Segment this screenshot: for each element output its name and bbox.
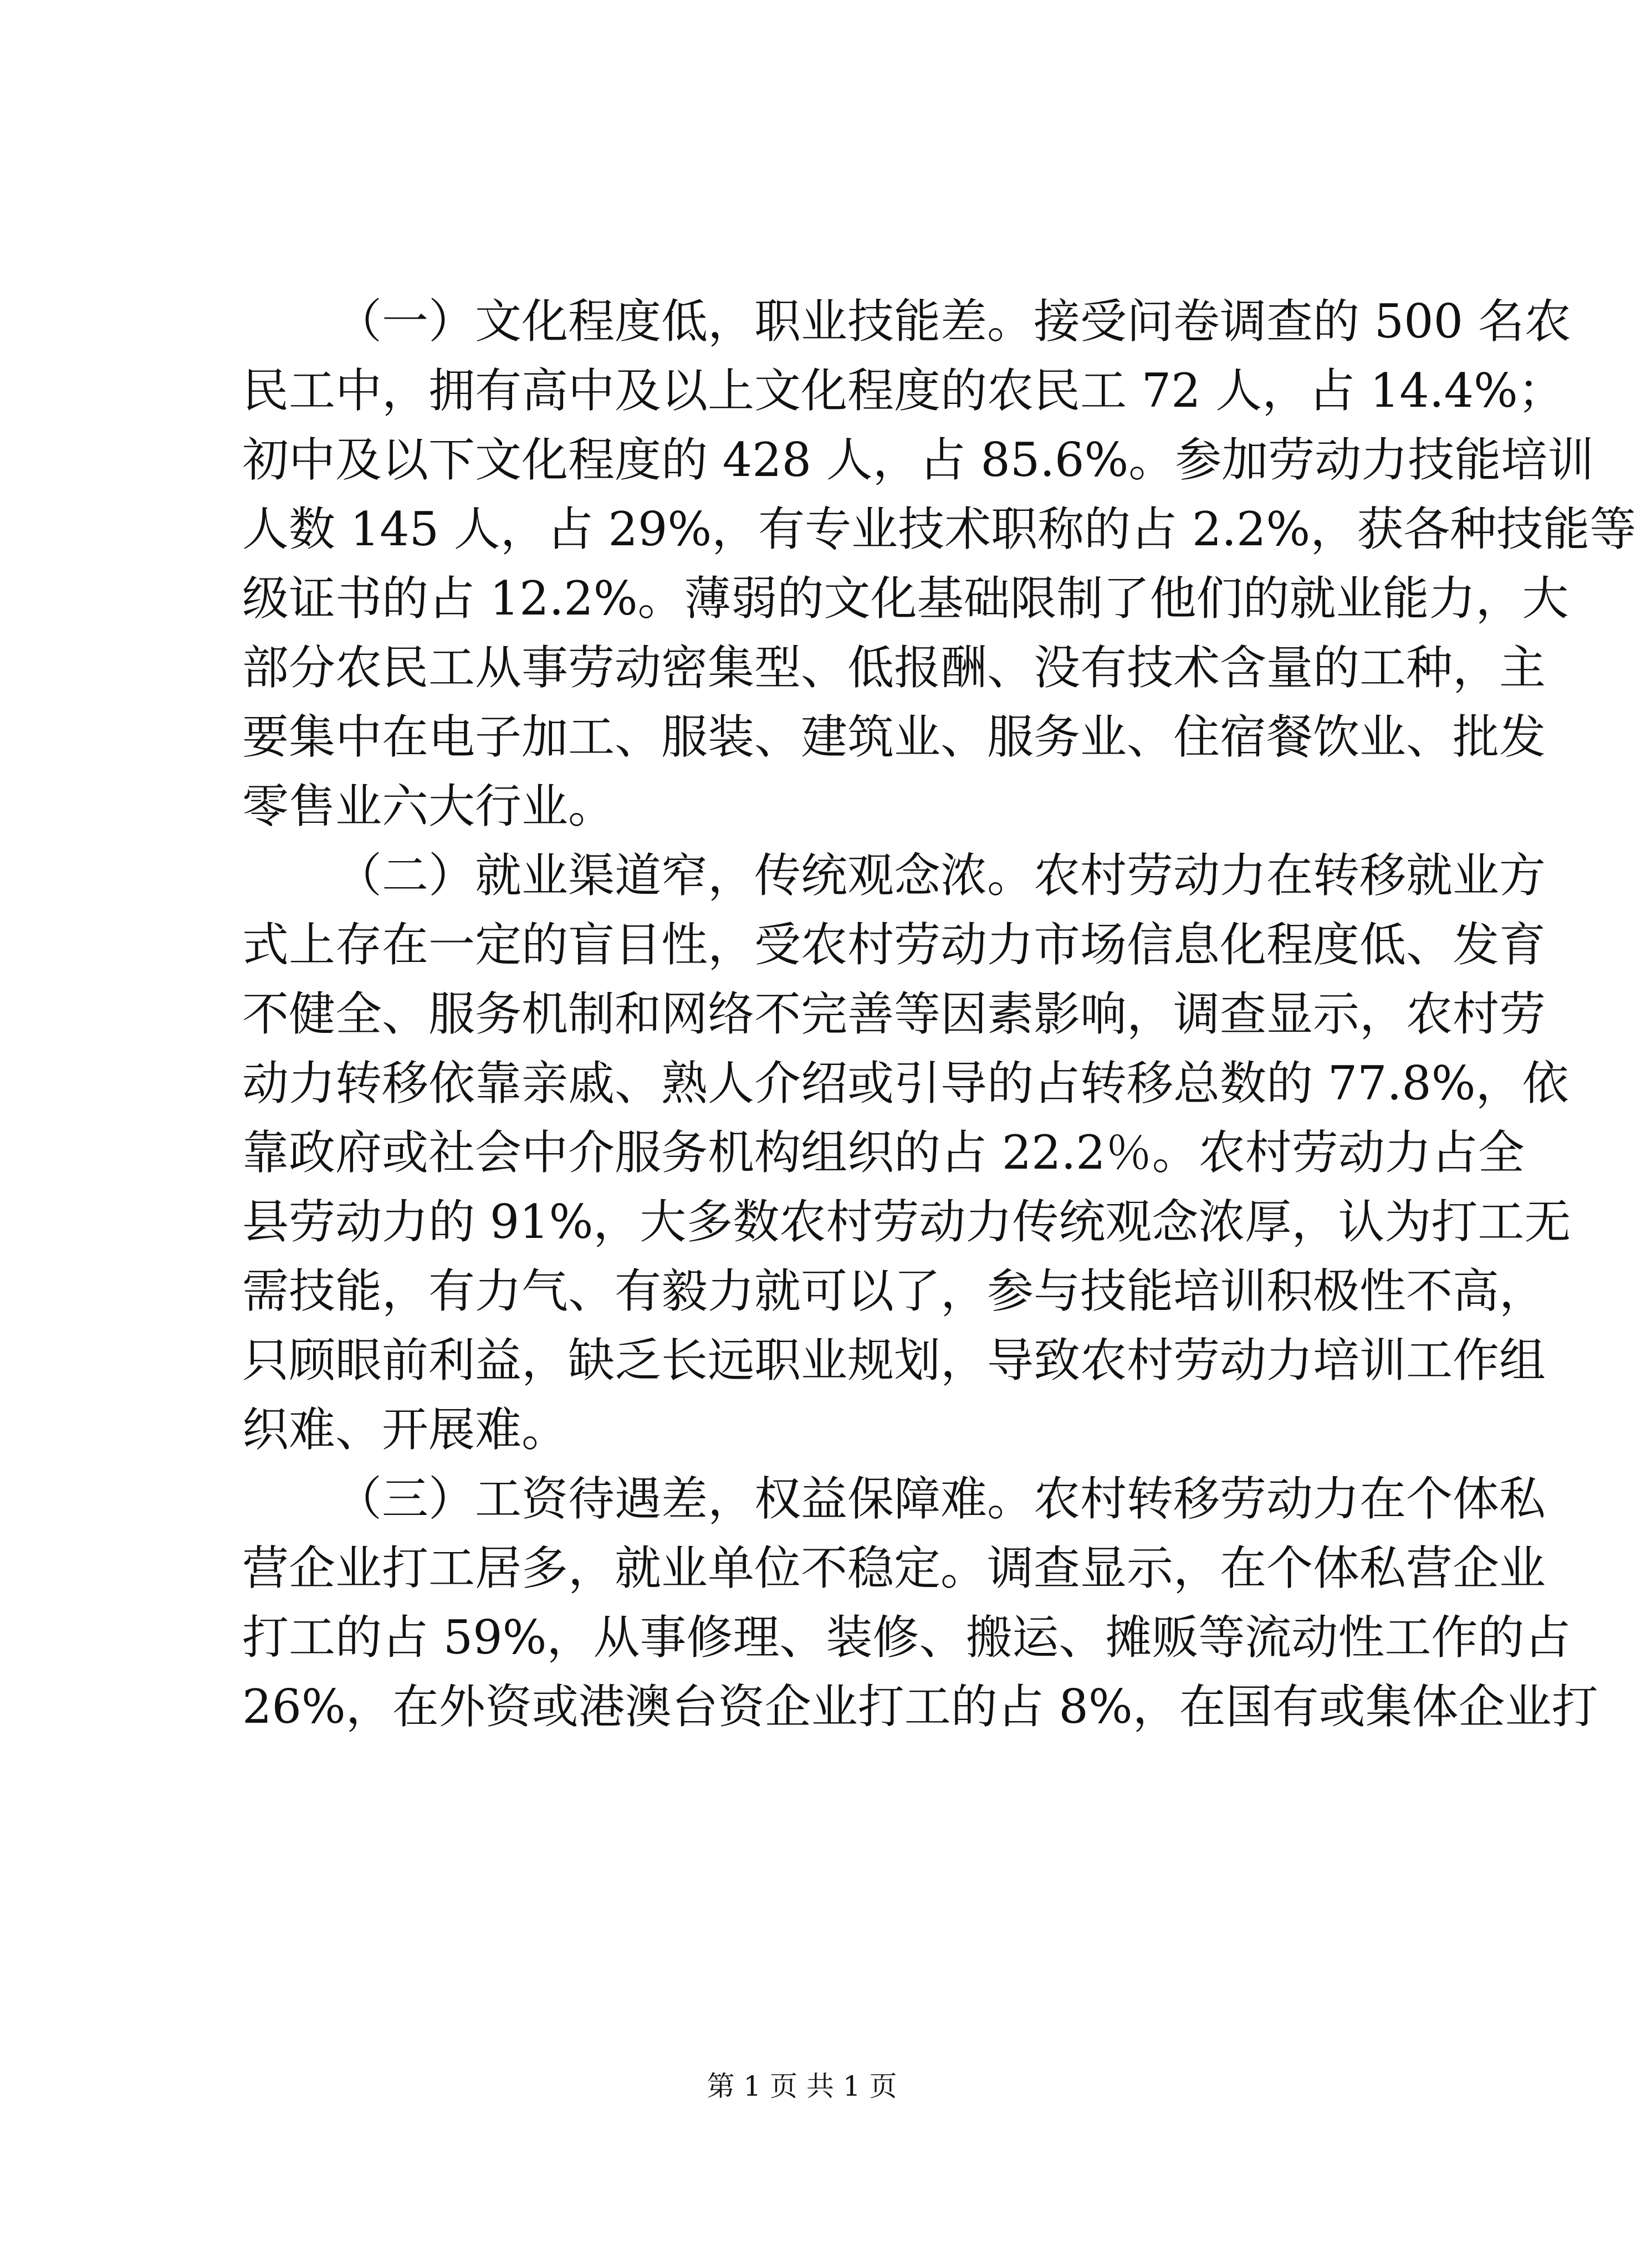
paragraph-3 — [242, 1465, 1598, 1742]
text-line: 初中及以下文化程度的 428 人，占 85.6%。参加劳动力技能培训 — [242, 433, 1594, 487]
text-line: 营企业打工居多，就业单位不稳定。调查显示，在个体私营企业 — [242, 1541, 1546, 1595]
text-line: 式上存在一定的盲目性，受农村劳动力市场信息化程度低、发育 — [242, 918, 1546, 972]
text-line: 县劳动力的 91%，大多数农村劳动力传统观念浓厚，认为打工无 — [242, 1195, 1571, 1249]
text-line: 动力转移依靠亲戚、熟人介绍或引导的占转移总数的 77.8%，依 — [242, 1056, 1569, 1110]
text-line: （二）就业渠道窄，传统观念浓。农村劳动力在转移就业方 — [335, 848, 1546, 903]
text-line: 26%，在外资或港澳台资企业打工的占 8%，在国有或集体企业打 — [242, 1680, 1598, 1734]
text-line: （三）工资待遇差，权益保障难。农村转移劳动力在个体私 — [335, 1472, 1546, 1526]
text-line: （一）文化程度低，职业技能差。接受问卷调查的 500 名农 — [335, 294, 1571, 349]
text-line: 靠政府或社会中介服务机构组织的占 22.2％。农村劳动力占全 — [242, 1125, 1525, 1180]
text-line: 只顾眼前利益，缺乏长远职业规划，导致农村劳动力培训工作组 — [242, 1333, 1546, 1388]
text-line: 级证书的占 12.2%。薄弱的文化基础限制了他们的就业能力，大 — [242, 571, 1569, 626]
text-line: 人数 145 人，占 29%，有专业技术职称的占 2.2%，获各种技能等 — [242, 502, 1636, 556]
text-line: 民工中，拥有高中及以上文化程度的农民工 72 人，占 14.4%； — [242, 364, 1565, 418]
paragraph-1 — [242, 287, 1636, 841]
text-line: 打工的占 59%，从事修理、装修、搬运、摊贩等流动性工作的占 — [242, 1610, 1571, 1665]
text-line: 要集中在电子加工、服装、建筑业、服务业、住宿餐饮业、批发 — [242, 710, 1546, 764]
text-line: 织难、开展难。 — [242, 1402, 569, 1457]
paragraph-2 — [242, 841, 1571, 1465]
text-line: 零售业六大行业。 — [242, 779, 615, 833]
page-number-label: 第 1 页 共 1 页 — [707, 2070, 897, 2102]
text-line: 需技能，有力气、有毅力就可以了，参与技能培训积极性不高， — [242, 1264, 1546, 1318]
page-footer — [0, 2064, 1604, 2104]
text-line: 不健全、服务机制和网络不完善等因素影响，调查显示，农村劳 — [242, 987, 1546, 1041]
document-body — [242, 287, 1636, 1742]
text-line: 部分农民工从事劳动密集型、低报酬、没有技术含量的工种，主 — [242, 641, 1546, 695]
